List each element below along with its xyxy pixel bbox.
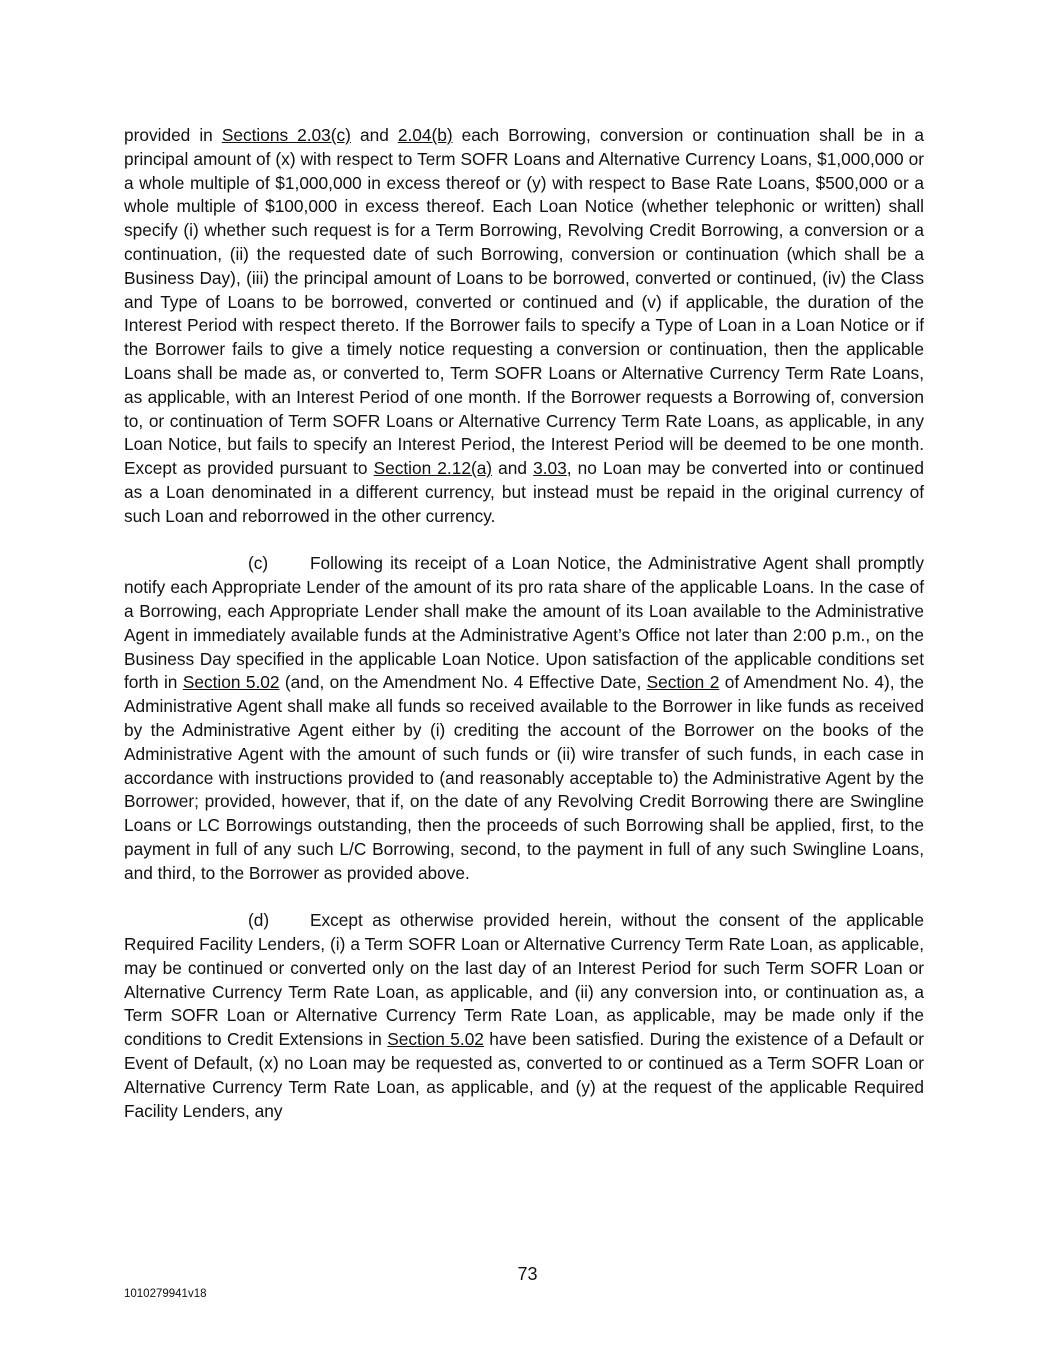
paragraph-label: (d) (248, 910, 270, 931)
paragraph-c (124, 552, 924, 885)
text-run: provided in (124, 125, 222, 145)
section-reference: Section 2 (646, 672, 720, 693)
page-number: 73 (517, 1264, 538, 1284)
text-run: Except as otherwise provided herein, without the consent of the applicable Required Facility Lenders, (i) a Term SOFR Loan or Alternative Currency Term Rate Loan, as applicable, may be continued or converted only on the last day of an Interest Period for such Term SOFR Loan or Alternative Currency Term Rate Loan, as applicable, and (ii) any conversion into, or continuation as, a Term SOFR Loan or Alternative Currency Term Rate Loan, as applicable, may be made only if the conditions to Credit Extensions in (124, 910, 924, 1050)
document-id: 1010279941v18 (124, 1288, 207, 1300)
document-body (124, 124, 924, 1123)
section-reference: 2.04(b) (397, 125, 453, 145)
paragraph-continuation (124, 124, 924, 529)
text-run: of Amendment No. 4), the Administrative Agent shall make all funds so received available to the Borrower in like funds as received by the Administrative Agent either by (i) crediting the account of the Borrower on the books of the Administrative Agent with the amount of such funds or (ii) wire transfer of such funds, in each case in accordance with instructions provided to (and reasonably acceptable to) the Administrative Agent by the Borrower; provided, however, that if, on the date of any Revolving Credit Borrowing there are Swingline Loans or LC Borrowings outstanding, then the proceeds of such Borrowing shall be applied, first, to the payment in full of any such L/C Borrowing, second, to the payment in full of any such Swingline Loans, and third, to the Borrower as provided above. (124, 672, 924, 883)
text-run: , no Loan may be converted into or continued as a Loan denominated in a different currency, but instead must be repaid in the original currency of such Loan and reborrowed in the other currency. (124, 458, 924, 526)
paragraph-label: (c) (248, 553, 269, 574)
section-reference: 3.03 (533, 458, 567, 479)
text-run: and (350, 125, 398, 145)
section-reference: Sections 2.03(c) (221, 125, 351, 145)
text-run: and (492, 458, 534, 479)
text-run: (and, on the Amendment No. 4 Effective Date, (279, 672, 647, 693)
paragraph-d (124, 909, 924, 1123)
section-reference: Section 5.02 (182, 672, 280, 693)
section-reference: Section 2.12(a) (373, 458, 493, 479)
text-run: have been satisfied. During the existence of a Default or Event of Default, (x) no Loan may be requested as, converted to or continued as a Term SOFR Loan or Alternative Currency Term Rate Loan, as applicable, and (y) at the request of the applicable Required Facility Lenders, any (124, 1029, 924, 1121)
section-reference: Section 5.02 (387, 1029, 484, 1050)
text-run: Following its receipt of a Loan Notice, the Administrative Agent shall promptly notify each Appropriate Lender of the amount of its pro rata share of the applicable Loans. In the case of a Borrowing, each Appropriate Lender shall make the amount of its Loan available to the Administrative Agent in immediately available funds at the Administrative Agent’s Office not later than 2:00 p.m., on the Business Day specified in the applicable Loan Notice. Upon satisfaction of the applicable conditions set forth in (124, 553, 924, 693)
text-run: each Borrowing, conversion or continuation shall be in a principal amount of (x) with respect to Term SOFR Loans and Alternative Currency Loans, $1,000,000 or a whole multiple of $1,000,000 in excess thereof or (y) with respect to Base Rate Loans, $500,000 or a whole multiple of $100,000 in excess thereof. Each Loan Notice (whether telephonic or written) shall specify (i) whether such request is for a Term Borrowing, Revolving Credit Borrowing, a conversion or a continuation, (ii) the requested date of such Borrowing, conversion or continuation (which shall be a Business Day), (iii) the principal amount of Loans to be borrowed, converted or continued, (iv) the Class and Type of Loans to be borrowed, converted or continued and (v) if applicable, the duration of the Interest Period with respect thereto. If the Borrower fails to specify a Type of Loan in a Loan Notice or if the Borrower fails to give a timely notice requesting a conversion or continuation, then the applicable Loans shall be made as, or converted to, Term SOFR Loans or Alternative Currency Term Rate Loans, as applicable, with an Interest Period of one month. If the Borrower requests a Borrowing of, conversion to, or continuation of Term SOFR Loans or Alternative Currency Term Rate Loans, as applicable, in any Loan Notice, but fails to specify an Interest Period, the Interest Period will be deemed to be one month. Except as provided pursuant to (124, 125, 925, 479)
